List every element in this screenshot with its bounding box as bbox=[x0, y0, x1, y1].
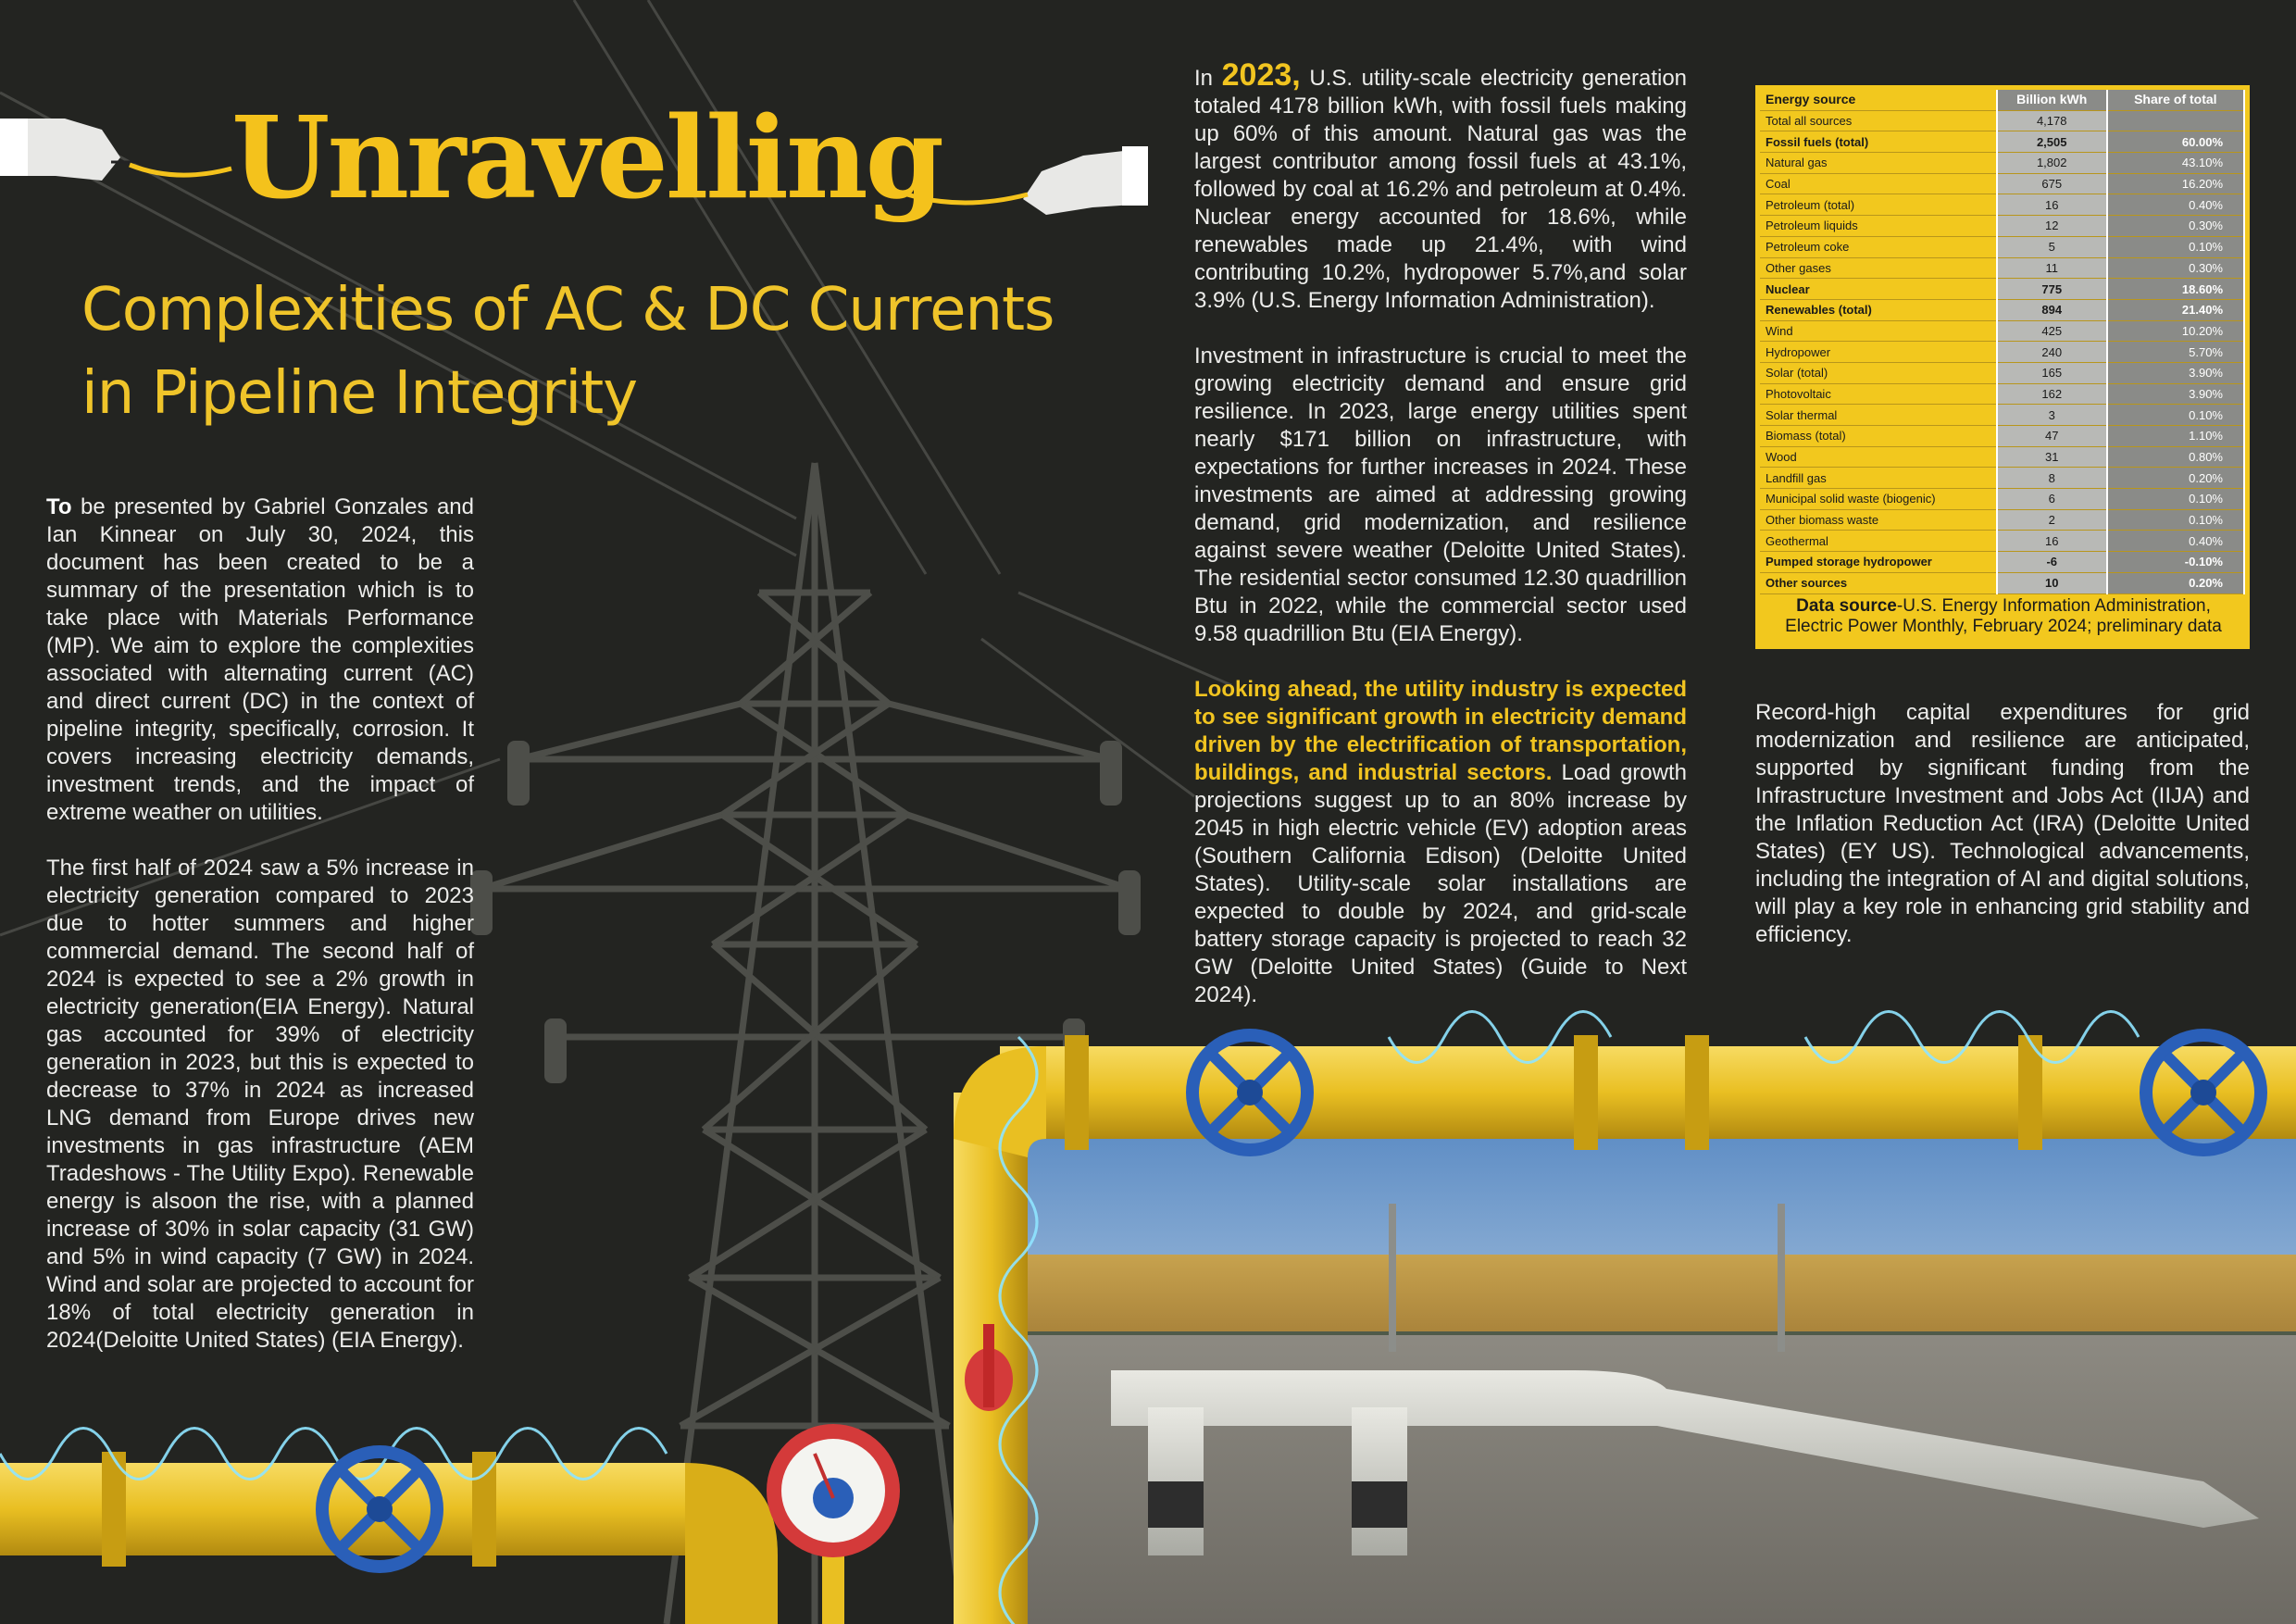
table-row bbox=[1760, 572, 2244, 593]
middle-paragraph-3: Looking ahead, the utility industry is expected to see significant growth in electricity demand driven by the electrification of transportation, buildings, and industrial sectors. Load growth projections suggest up to an 80% increase by 2045 in high electric vehicle (EV) adoption areas (Southern California Edison) (Deloitte United States). Utility-scale solar installations are expected to double by 2024, and grid-scale battery storage capacity is projected to reach 32 GW (Deloitte United States) (Guide to Next 2024). bbox=[1194, 677, 1687, 1007]
cell-share bbox=[2107, 110, 2244, 131]
cell-billion-kwh: 16 bbox=[1997, 531, 2107, 552]
cell-energy-source: Petroleum liquids bbox=[1760, 216, 1997, 237]
cell-energy-source: Wood bbox=[1760, 446, 1997, 468]
header-energy-source: Energy source bbox=[1760, 90, 1997, 110]
cell-billion-kwh: 425 bbox=[1997, 320, 2107, 342]
cell-energy-source: Landfill gas bbox=[1760, 468, 1997, 489]
cell-billion-kwh: 12 bbox=[1997, 216, 2107, 237]
energy-source-table bbox=[1755, 85, 2250, 649]
left-paragraph-2: The first half of 2024 saw a 5% increase in electricity generation compared to 2023 due to hotter summers and higher commercial demand. The second half of 2024 is expected to see a 2% growth in electricity generation(EIA Energy). Natural gas accounted for 39% of electricity generation in 2023, but this is expected to decrease to 37% in 2024 as increased LNG demand from Europe drives new investments in gas infrastructure (AEM Tradeshows - The Utility Expo). Renewable energy is alsoon the rise, with a planned increase of 30% in solar capacity (31 GW) and 5% in wind capacity (7 GW) in 2024. Wind and solar are projected to account for 18% of total electricity generation in 2024(Deloitte United States) (EIA Energy). bbox=[46, 856, 474, 1353]
cell-energy-source: Fossil fuels (total) bbox=[1760, 131, 1997, 153]
cell-billion-kwh: 2,505 bbox=[1997, 131, 2107, 153]
page-subtitle-line-1: Complexities of AC & DC Currents bbox=[81, 276, 1054, 344]
table-row bbox=[1760, 194, 2244, 216]
table-row bbox=[1760, 489, 2244, 510]
cell-energy-source: Petroleum coke bbox=[1760, 236, 1997, 257]
cell-billion-kwh: 775 bbox=[1997, 279, 2107, 300]
pressure-gauge bbox=[767, 1424, 900, 1624]
cell-share: 16.20% bbox=[2107, 173, 2244, 194]
table-row bbox=[1760, 405, 2244, 426]
table-row bbox=[1760, 446, 2244, 468]
hand-left-icon bbox=[0, 119, 139, 181]
cell-share: 0.20% bbox=[2107, 468, 2244, 489]
table-row bbox=[1760, 320, 2244, 342]
left-paragraph-1-lead: To bbox=[46, 494, 72, 519]
cell-share: 3.90% bbox=[2107, 383, 2244, 405]
cell-energy-source: Coal bbox=[1760, 173, 1997, 194]
cell-energy-source: Renewables (total) bbox=[1760, 299, 1997, 320]
cell-billion-kwh: 2 bbox=[1997, 509, 2107, 531]
left-paragraph-1: To be presented by Gabriel Gonzales and Ian Kinnear on July 30, 2024, this document has been created to be a summary of the presentation which is to take place with Materials Performance (MP). We aim to explore the complexities associated with alternating current (AC) and direct current (DC) in the context of pipeline integrity, specifically, corrosion. It covers increasing electricity demands, investment trends, and the impact of extreme weather on utilities. bbox=[46, 494, 474, 825]
cell-energy-source: Geothermal bbox=[1760, 531, 1997, 552]
cell-billion-kwh: -6 bbox=[1997, 552, 2107, 573]
cell-billion-kwh: 5 bbox=[1997, 236, 2107, 257]
table-row bbox=[1760, 509, 2244, 531]
highlight-sentence: Looking ahead, the utility industry is expected to see significant growth in electricity demand driven by the electrification of transportation, buildings, and industrial sectors. bbox=[1194, 677, 1687, 785]
cell-energy-source: Natural gas bbox=[1760, 153, 1997, 174]
table-row bbox=[1760, 257, 2244, 279]
cell-share: 0.10% bbox=[2107, 236, 2244, 257]
cell-billion-kwh: 3 bbox=[1997, 405, 2107, 426]
cell-energy-source: Photovoltaic bbox=[1760, 383, 1997, 405]
table-row bbox=[1760, 173, 2244, 194]
cell-billion-kwh: 11 bbox=[1997, 257, 2107, 279]
cell-billion-kwh: 6 bbox=[1997, 489, 2107, 510]
table-row bbox=[1760, 131, 2244, 153]
year-highlight: 2023, bbox=[1221, 57, 1301, 93]
middle-paragraph-2: Investment in infrastructure is crucial to meet the growing electricity demand and ensure grid resilience. In 2023, large energy utilities spent nearly $171 billion on infrastructure, with expectations for further increases in 2024. These investments are aimed at addressing growing demand, grid modernization, and resilience against severe weather (Deloitte United States). The residential sector consumed 12.30 quadrillion Btu in 2022, while the commercial sector used 9.58 quadrillion Btu (EIA Energy). bbox=[1194, 344, 1687, 646]
cell-billion-kwh: 675 bbox=[1997, 173, 2107, 194]
hand-right-icon bbox=[1023, 146, 1148, 215]
table-row bbox=[1760, 468, 2244, 489]
table-row bbox=[1760, 110, 2244, 131]
table-row bbox=[1760, 236, 2244, 257]
cell-share: 5.70% bbox=[2107, 342, 2244, 363]
table-row bbox=[1760, 426, 2244, 447]
cell-share: 0.30% bbox=[2107, 216, 2244, 237]
cell-billion-kwh: 165 bbox=[1997, 362, 2107, 383]
cell-energy-source: Nuclear bbox=[1760, 279, 1997, 300]
cell-energy-source: Solar thermal bbox=[1760, 405, 1997, 426]
cell-billion-kwh: 31 bbox=[1997, 446, 2107, 468]
cell-energy-source: Biomass (total) bbox=[1760, 426, 1997, 447]
cell-share: 0.10% bbox=[2107, 489, 2244, 510]
cell-share: 1.10% bbox=[2107, 426, 2244, 447]
data-source-note: Data source-U.S. Energy Information Administration, Electric Power Monthly, February 2024; preliminary data bbox=[1785, 596, 2222, 636]
right-paragraph-1: Record-high capital expenditures for grid modernization and resilience are anticipated, supported by significant funding from the Infrastructure Investment and Jobs Act (IIJA) and the Inflation Reduction Act (IRA) (Deloitte United States) (EY US). Technological advancements, including the integration of AI and digital solutions, will play a key role in enhancing grid stability and efficiency. bbox=[1755, 700, 2250, 947]
cell-billion-kwh: 8 bbox=[1997, 468, 2107, 489]
table-row bbox=[1760, 216, 2244, 237]
table-row bbox=[1760, 279, 2244, 300]
table-row bbox=[1760, 299, 2244, 320]
table-row bbox=[1760, 153, 2244, 174]
table-row bbox=[1760, 383, 2244, 405]
cell-billion-kwh: 894 bbox=[1997, 299, 2107, 320]
cell-share: 60.00% bbox=[2107, 131, 2244, 153]
cell-billion-kwh: 162 bbox=[1997, 383, 2107, 405]
cell-energy-source: Pumped storage hydropower bbox=[1760, 552, 1997, 573]
table-row bbox=[1760, 362, 2244, 383]
cell-share: 3.90% bbox=[2107, 362, 2244, 383]
cell-share: 0.10% bbox=[2107, 405, 2244, 426]
cell-energy-source: Other biomass waste bbox=[1760, 509, 1997, 531]
header-share-of-total: Share of total bbox=[2107, 90, 2244, 110]
cell-billion-kwh: 47 bbox=[1997, 426, 2107, 447]
right-column bbox=[1755, 699, 2250, 949]
cell-energy-source: Petroleum (total) bbox=[1760, 194, 1997, 216]
cell-share: 0.10% bbox=[2107, 509, 2244, 531]
cell-billion-kwh: 240 bbox=[1997, 342, 2107, 363]
cell-energy-source: Municipal solid waste (biogenic) bbox=[1760, 489, 1997, 510]
table-header-row bbox=[1760, 90, 2244, 110]
cell-share: 0.40% bbox=[2107, 531, 2244, 552]
middle-paragraph-1: In 2023, U.S. utility-scale electricity generation totaled 4178 billion kWh, with fossil fuels making up 60% of this amount. Natural gas was the largest contributor among fossil fuels at 43.1%, followed by coal at 16.2% and petroleum at 0.4%. Nuclear energy accounted for 18.6%, while renewables made up 21.4%, with wind contributing 10.2%, hydropower 5.7%,and solar 3.9% (U.S. Energy Information Administration). bbox=[1194, 57, 1688, 313]
table-row bbox=[1760, 531, 2244, 552]
cell-energy-source: Hydropower bbox=[1760, 342, 1997, 363]
cell-billion-kwh: 4,178 bbox=[1997, 110, 2107, 131]
cell-share: 0.80% bbox=[2107, 446, 2244, 468]
cell-energy-source: Other sources bbox=[1760, 572, 1997, 593]
cell-share: 10.20% bbox=[2107, 320, 2244, 342]
cell-energy-source: Other gases bbox=[1760, 257, 1997, 279]
table-row bbox=[1760, 342, 2244, 363]
pipeline-photo bbox=[1022, 1120, 2296, 1624]
table-row bbox=[1760, 552, 2244, 573]
cell-share: 0.30% bbox=[2107, 257, 2244, 279]
cell-energy-source: Wind bbox=[1760, 320, 1997, 342]
cell-share: -0.10% bbox=[2107, 552, 2244, 573]
energy-table-body bbox=[1760, 90, 2244, 593]
cell-share: 21.40% bbox=[2107, 299, 2244, 320]
cell-billion-kwh: 10 bbox=[1997, 572, 2107, 593]
cell-share: 0.20% bbox=[2107, 572, 2244, 593]
cell-share: 43.10% bbox=[2107, 153, 2244, 174]
page-subtitle-line-2: in Pipeline Integrity bbox=[81, 359, 638, 428]
page-title: Unravelling bbox=[231, 91, 942, 224]
cell-energy-source: Solar (total) bbox=[1760, 362, 1997, 383]
cell-share: 0.40% bbox=[2107, 194, 2244, 216]
left-column bbox=[46, 493, 474, 1355]
middle-column bbox=[1194, 57, 1688, 1009]
insulators bbox=[470, 741, 1141, 1083]
cell-billion-kwh: 1,802 bbox=[1997, 153, 2107, 174]
cell-billion-kwh: 16 bbox=[1997, 194, 2107, 216]
cell-share: 18.60% bbox=[2107, 279, 2244, 300]
header-billion-kwh: Billion kWh bbox=[1997, 90, 2107, 110]
cell-energy-source: Total all sources bbox=[1760, 110, 1997, 131]
